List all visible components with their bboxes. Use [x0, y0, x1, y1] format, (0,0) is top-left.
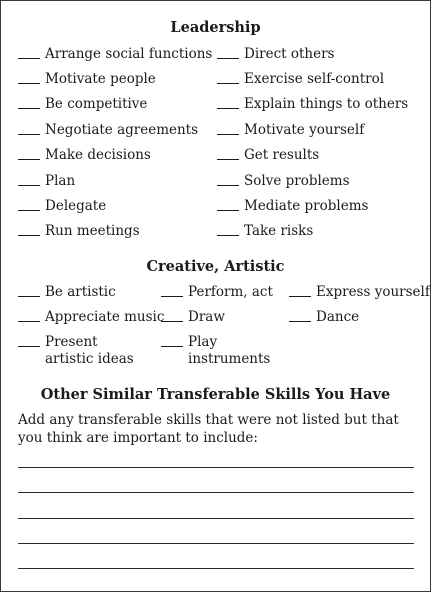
checklist-item: [18, 334, 134, 368]
checklist-item: [161, 284, 273, 301]
checklist-item: [217, 223, 313, 240]
check-blank[interactable]: [18, 198, 40, 211]
skill-label: Negotiate agreements: [45, 122, 199, 138]
check-blank[interactable]: [161, 284, 183, 297]
other-skills-heading: Other Similar Transferable Skills You Have: [40, 386, 391, 403]
skill-label: Motivate people: [45, 71, 156, 87]
skill-label: Mediate problems: [244, 198, 369, 214]
checklist-item: [18, 71, 156, 88]
checklist-item: [18, 198, 106, 215]
check-blank[interactable]: [217, 46, 239, 59]
write-in-line[interactable]: [18, 543, 414, 544]
skill-label: Be artistic: [45, 284, 116, 300]
check-blank[interactable]: [18, 284, 40, 297]
skill-label: Play instruments: [188, 334, 271, 367]
checklist-item: [217, 96, 408, 113]
skill-label: Arrange social functions: [45, 46, 213, 62]
checklist-item: [18, 309, 164, 326]
skill-label: Get results: [244, 147, 320, 163]
skill-label: Solve problems: [244, 173, 350, 189]
instructions-text: Add any transferable skills that were not listed but that you think are important to include:: [18, 412, 399, 446]
skill-label: Motivate yourself: [244, 122, 365, 138]
check-blank[interactable]: [289, 284, 311, 297]
check-blank[interactable]: [217, 122, 239, 135]
skill-label: Direct others: [244, 46, 335, 62]
skill-label: Make decisions: [45, 147, 151, 163]
checklist-item: [217, 198, 368, 215]
checklist-item: [18, 96, 147, 113]
write-in-line[interactable]: [18, 568, 414, 569]
check-blank[interactable]: [217, 173, 239, 186]
checklist-item: [18, 223, 140, 240]
checklist-item: [18, 173, 75, 190]
check-blank[interactable]: [217, 147, 239, 160]
checklist-item: [217, 46, 334, 63]
check-blank[interactable]: [18, 173, 40, 186]
checklist-item: [289, 284, 430, 301]
check-blank[interactable]: [161, 334, 183, 347]
checklist-item: [18, 122, 198, 139]
check-blank[interactable]: [161, 309, 183, 322]
creative-heading: Creative, Artistic: [146, 258, 285, 275]
skill-label: Run meetings: [45, 223, 140, 239]
skill-label: Take risks: [244, 223, 314, 239]
checklist-item: [161, 309, 225, 326]
skill-label: Draw: [188, 309, 225, 325]
check-blank[interactable]: [217, 71, 239, 84]
check-blank[interactable]: [18, 46, 40, 59]
check-blank[interactable]: [18, 96, 40, 109]
checklist-item: [289, 309, 359, 326]
checklist-item: [18, 46, 212, 63]
skill-label: Dance: [316, 309, 360, 325]
skill-label: Plan: [45, 173, 76, 189]
skill-label: Appreciate music: [45, 309, 165, 325]
skill-label: Be competitive: [45, 96, 148, 112]
checklist-item: [217, 71, 384, 88]
write-in-line[interactable]: [18, 492, 414, 493]
skill-label: Perform, act: [188, 284, 273, 300]
check-blank[interactable]: [18, 147, 40, 160]
check-blank[interactable]: [18, 122, 40, 135]
check-blank[interactable]: [217, 96, 239, 109]
checklist-item: [18, 147, 151, 164]
check-blank[interactable]: [217, 223, 239, 236]
write-in-line[interactable]: [18, 467, 414, 468]
skill-label: Exercise self-control: [244, 71, 385, 87]
skill-label: Present artistic ideas: [45, 334, 134, 367]
check-blank[interactable]: [18, 309, 40, 322]
check-blank[interactable]: [18, 223, 40, 236]
skill-label: Delegate: [45, 198, 107, 214]
check-blank[interactable]: [18, 334, 40, 347]
checklist-item: [18, 284, 116, 301]
checklist-item: [217, 173, 350, 190]
write-in-line[interactable]: [18, 518, 414, 519]
skill-label: Explain things to others: [244, 96, 409, 112]
skill-label: Express yourself: [316, 284, 430, 300]
check-blank[interactable]: [289, 309, 311, 322]
check-blank[interactable]: [217, 198, 239, 211]
check-blank[interactable]: [18, 71, 40, 84]
leadership-heading: Leadership: [170, 19, 261, 36]
checklist-item: [217, 122, 364, 139]
checklist-item: [161, 334, 270, 368]
checklist-item: [217, 147, 319, 164]
